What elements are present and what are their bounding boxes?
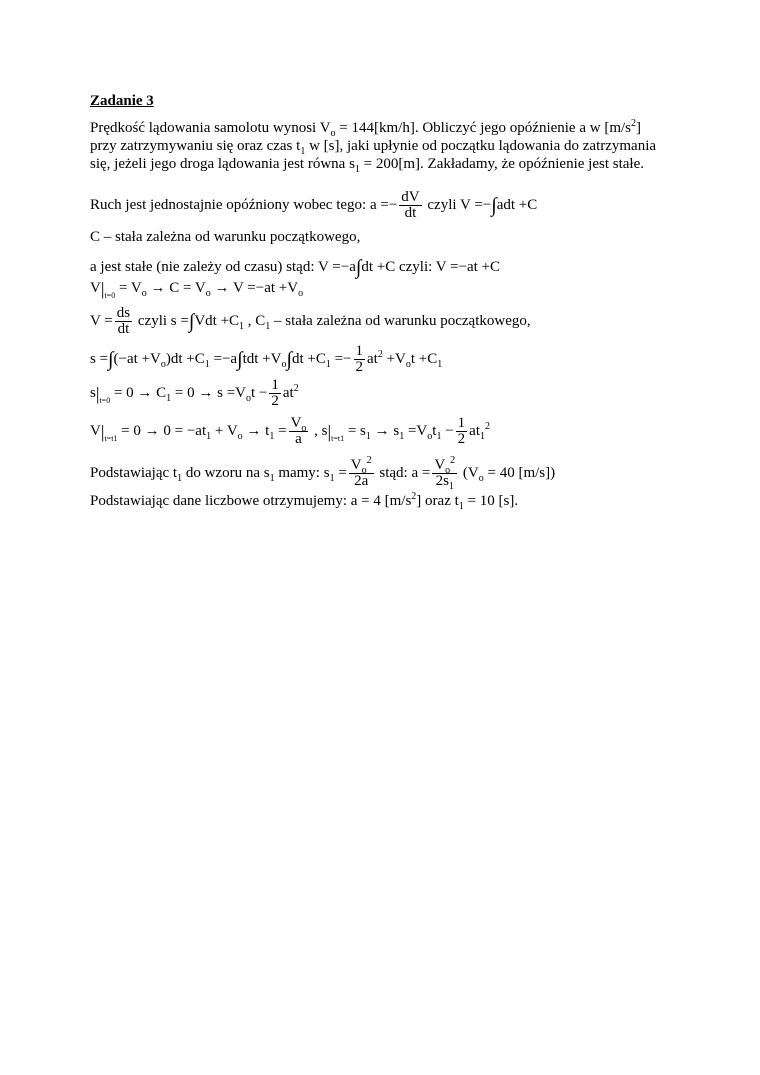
subscript: 1: [354, 164, 360, 175]
numerator: [349, 455, 374, 476]
integral-sign: ∫: [286, 348, 292, 371]
text: czyli: [423, 196, 461, 213]
denominator: dt: [117, 321, 130, 337]
text: do wzoru na s: [182, 464, 270, 481]
equation: =: [334, 464, 347, 481]
text: V: [350, 457, 362, 473]
equation: = 0 → s =V: [171, 384, 246, 401]
equation: V =−: [460, 196, 492, 213]
superscript: 2: [293, 382, 299, 394]
equation: → C = V: [146, 280, 206, 296]
evaluation-subscript: [331, 434, 344, 443]
subscript: 1: [437, 358, 443, 370]
subscript: 1: [239, 320, 245, 332]
equation: → s: [370, 422, 400, 439]
solution-line-5: [90, 306, 531, 337]
text: przy zatrzymywaniu się oraz czas t: [90, 138, 301, 154]
denominator: 2: [355, 359, 363, 375]
text: 1: [113, 433, 118, 443]
fraction: [289, 416, 309, 447]
problem-line-3: [90, 155, 644, 173]
solution-line-2: C – stała zależna od warunku początkowego,: [90, 229, 361, 245]
equation: tdt +V: [242, 350, 282, 367]
subscript: 1: [458, 501, 464, 512]
equation: → V =−at +V: [210, 280, 299, 296]
solution-line-1: [90, 190, 537, 221]
subscript: o: [405, 358, 411, 370]
evaluation-subscript: t=0: [104, 291, 116, 300]
text: = 10 [s].: [463, 493, 519, 509]
denominator: a: [295, 431, 302, 447]
subscript: 1: [166, 392, 172, 404]
solution-line-9: [90, 455, 556, 492]
text: Ruch jest jednostajnie opóźniony wobec tego:: [90, 196, 370, 213]
equation: s: [90, 384, 96, 401]
subscript: 1: [325, 358, 331, 370]
subscript: o: [301, 423, 307, 434]
equation: +V: [382, 350, 406, 367]
superscript: 2: [366, 455, 372, 466]
evaluation-subscript: [104, 434, 117, 443]
text: ,: [310, 422, 322, 439]
solution-line-3: [90, 258, 500, 277]
subscript: 1: [329, 472, 335, 484]
text: (V: [459, 464, 479, 481]
denominator: dt: [404, 205, 417, 221]
evaluation-bar: |: [327, 421, 332, 442]
evaluation-bar: |: [100, 278, 105, 299]
numerator: 1: [355, 343, 363, 359]
equation: adt +C: [496, 196, 538, 213]
text: ] oraz t: [416, 493, 459, 509]
subscript: 1: [269, 430, 275, 442]
equation: =V: [404, 422, 428, 439]
subscript: o: [427, 430, 433, 442]
equation: )dt +C: [165, 350, 205, 367]
solution-line-8: [90, 416, 490, 448]
subscript: o: [361, 465, 367, 476]
subscript: 1: [204, 358, 210, 370]
superscript: 2: [631, 118, 636, 129]
text: ]: [636, 120, 641, 136]
denominator: 2: [271, 393, 279, 409]
equation: V: [90, 280, 101, 296]
integral-sign: ∫: [237, 348, 243, 371]
equation: → t: [242, 422, 270, 439]
subscript: 1: [448, 481, 454, 492]
superscript: 2: [411, 491, 417, 502]
evaluation-bar: |: [100, 421, 105, 442]
numerator: dV: [401, 189, 420, 205]
subscript: o: [246, 392, 251, 404]
fraction: [115, 306, 132, 337]
subscript: o: [237, 430, 243, 442]
subscript: o: [298, 288, 304, 299]
equation: s =: [90, 350, 109, 367]
subscript: 1: [479, 430, 485, 442]
equation: s =: [170, 312, 189, 329]
numerator: ds: [116, 305, 131, 321]
subscript: o: [281, 358, 287, 370]
text: = 144[km/h]. Obliczyć jego opóźnienie a w [m/s: [335, 120, 631, 136]
equation: at: [282, 384, 294, 401]
equation: Vdt +C: [194, 312, 240, 329]
evaluation-subscript: t=0: [99, 395, 111, 405]
text: w [s], jaki upłynie od początku lądowania do zatrzymania: [305, 138, 657, 154]
integral-sign: ∫: [188, 310, 195, 333]
numerator: 1: [271, 377, 279, 393]
equation: t +C: [410, 350, 438, 367]
equation: =−a: [209, 350, 238, 367]
text: się, jeżeli jego droga lądowania jest równa s: [90, 156, 355, 172]
text: = 40 [m/s]): [483, 464, 556, 481]
text: Prędkość lądowania samolotu wynosi V: [90, 120, 331, 136]
text: Podstawiając dane liczbowe otrzymujemy: a = 4 [m/s: [90, 493, 412, 509]
equation: a =−: [369, 196, 398, 213]
integral-sign: ∫: [108, 348, 114, 371]
subscript: 1: [177, 472, 183, 484]
task-title: Zadanie 3: [90, 93, 154, 109]
subscript: o: [205, 288, 211, 299]
fraction: [349, 455, 374, 489]
subscript: 1: [365, 430, 371, 442]
text: 2s: [435, 473, 449, 489]
numerator: [432, 455, 457, 476]
problem-line-2: [90, 137, 656, 155]
equation: =−: [330, 350, 352, 367]
numerator: [289, 416, 309, 432]
text: stąd: a =: [375, 464, 431, 481]
equation: s: [321, 422, 328, 439]
superscript: 2: [450, 455, 456, 466]
text: – stała zależna od warunku początkowego,: [270, 312, 531, 329]
subscript: 1: [265, 320, 271, 332]
equation: = 0 → 0 = −at: [117, 422, 207, 439]
equation: at: [367, 350, 378, 367]
text: t=t: [331, 433, 341, 443]
subscript: 1: [206, 430, 212, 442]
evaluation-bar: |: [95, 383, 100, 404]
equation: dt +C: [361, 259, 396, 275]
subscript: 1: [436, 430, 442, 442]
text: V: [434, 457, 446, 473]
text: mamy: s: [274, 464, 330, 481]
text: , C: [244, 312, 266, 329]
subscript: o: [478, 472, 484, 484]
numerator: 1: [457, 415, 466, 431]
equation: V =−a: [317, 259, 356, 275]
subscript: o: [330, 128, 336, 139]
equation: dt +C: [291, 350, 326, 367]
fraction: [269, 378, 281, 409]
subscript: 1: [269, 472, 275, 484]
subscript: o: [160, 358, 166, 370]
fraction: [456, 416, 468, 447]
subscript: 1: [300, 146, 306, 157]
fraction: [399, 190, 421, 221]
text: a jest stałe (nie zależy od czasu) stąd:: [90, 259, 318, 275]
superscript: 2: [377, 348, 383, 360]
denominator: 2a: [354, 473, 369, 489]
equation: (−at +V: [113, 350, 161, 367]
equation: = 0 → C: [110, 384, 167, 401]
equation: −: [441, 422, 454, 439]
subscript: 1: [399, 430, 405, 442]
equation: V: [90, 422, 101, 439]
text: t=t: [104, 433, 114, 443]
subscript: o: [445, 465, 451, 476]
superscript: 2: [484, 420, 490, 432]
text: czyli:: [395, 259, 436, 275]
denominator: [432, 473, 457, 492]
solution-line-10: [90, 492, 518, 510]
solution-line-7: [90, 378, 299, 410]
equation: t −: [251, 384, 268, 401]
equation: at: [469, 422, 480, 439]
equation: = V: [115, 280, 142, 296]
integral-sign: ∫: [355, 256, 362, 279]
text: czyli: [134, 312, 171, 329]
fraction: [432, 455, 457, 492]
integral-sign: ∫: [491, 194, 497, 217]
solution-line-4: [90, 279, 303, 305]
equation: + V: [211, 422, 238, 439]
fraction: [354, 344, 366, 375]
text: V: [290, 415, 302, 431]
text: = 200[m]. Zakładamy, że opóźnienie jest stałe.: [359, 156, 644, 172]
text: 1: [340, 433, 345, 443]
equation: =: [274, 422, 287, 439]
equation: V =−at +C: [435, 259, 501, 275]
text: Podstawiając t: [90, 464, 178, 481]
subscript: o: [141, 288, 147, 299]
denominator: 2: [457, 431, 466, 447]
equation: V =: [90, 312, 113, 329]
solution-line-6: [90, 344, 442, 375]
problem-line-1: [90, 119, 641, 137]
equation: t: [432, 422, 437, 439]
equation: = s: [344, 422, 366, 439]
